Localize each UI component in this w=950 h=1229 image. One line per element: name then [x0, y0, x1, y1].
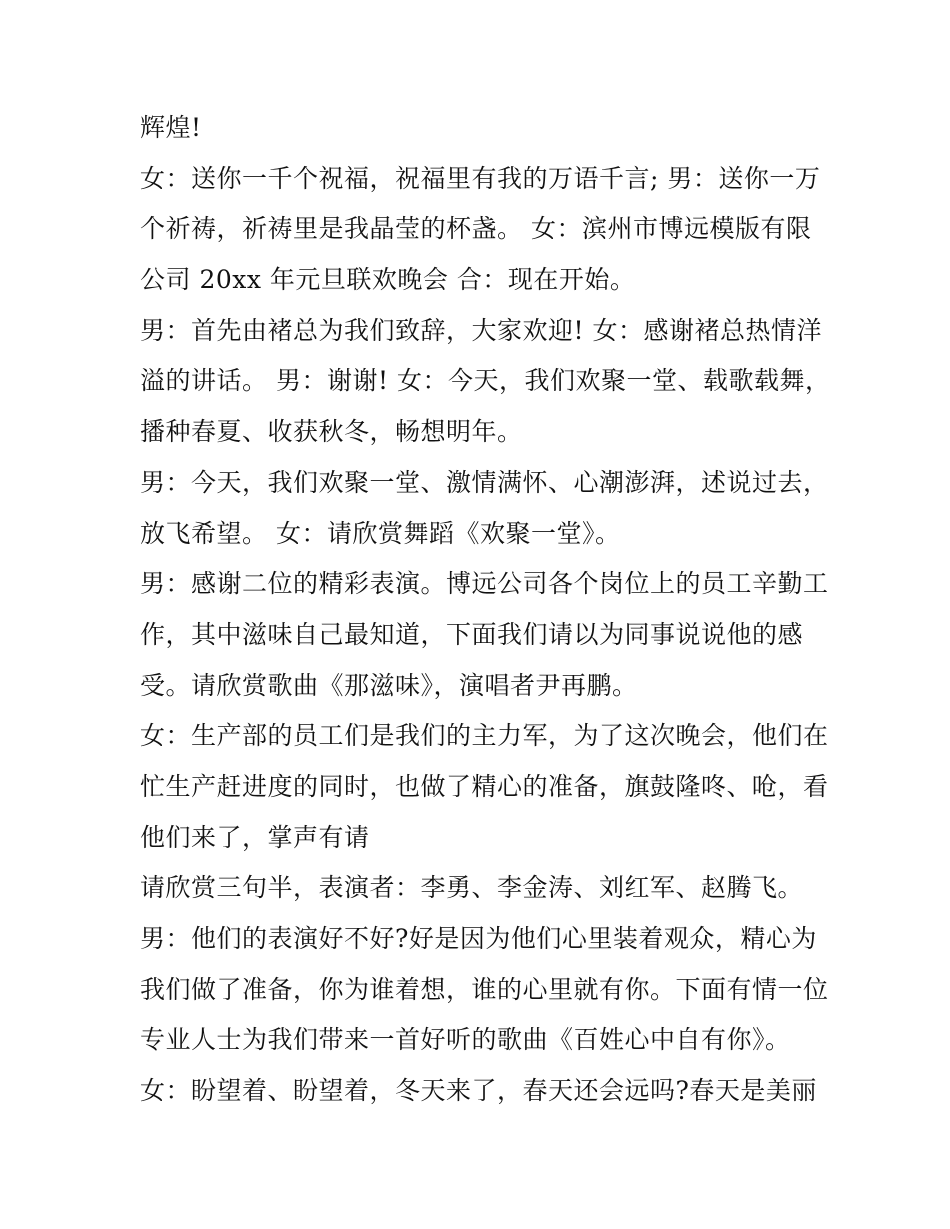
text-line: 请欣赏三句半，表演者：李勇、李金涛、刘红军、赵腾飞。 [140, 873, 804, 903]
text-line: 女：送你一千个祝福，祝福里有我的万语千言; 男：送你一万 [140, 163, 821, 193]
text-line: 女：生产部的员工们是我们的主力军，为了这次晚会，他们在 [140, 721, 829, 751]
text-line: 溢的讲话。 男：谢谢! 女：今天，我们欢聚一堂、载歌载舞， [140, 366, 831, 396]
text-line: 男：他们的表演好不好?好是因为他们心里装着观众，精心为 [140, 924, 817, 953]
text-line: 作，其中滋味自己最知道，下面我们请以为同事说说他的感 [140, 619, 804, 649]
text-line: 公司 20xx 年元旦联欢晚会 合：现在开始。 [140, 265, 636, 295]
text-line: 他们来了，掌声有请 [140, 822, 370, 852]
text-line: 专业人士为我们带来一首好听的歌曲《百姓心中自有你》。 [140, 1025, 791, 1055]
text-line: 放飞希望。 女：请欣赏舞蹈《欢聚一堂》。 [140, 518, 621, 548]
text-line: 受。请欣赏歌曲《那滋味》，演唱者尹再鹏。 [140, 670, 638, 700]
text-line: 个祈祷，祈祷里是我晶莹的杯盏。 女：滨州市博远模版有限 [140, 214, 812, 244]
text-line: 播种春夏、收获秋冬，畅想明年。 [140, 417, 523, 447]
text-line: 男：首先由褚总为我们致辞，大家欢迎! 女：感谢褚总热情洋 [140, 315, 822, 345]
text-line: 男：今天，我们欢聚一堂、激情满怀、心潮澎湃，述说过去， [140, 467, 829, 497]
text-line: 我们做了准备，你为谁着想，谁的心里就有你。下面有情一位 [140, 974, 829, 1004]
document-page [140, 103, 840, 1117]
text-line: 男：感谢二位的精彩表演。博远公司各个岗位上的员工辛勤工 [140, 569, 829, 599]
text-line: 辉煌! [140, 113, 202, 142]
text-line: 忙生产赶进度的同时，也做了精心的准备，旗鼓隆咚、呛，看 [140, 771, 829, 801]
text-line: 女：盼望着、盼望着，冬天来了，春天还会远吗?春天是美丽 [140, 1076, 817, 1106]
